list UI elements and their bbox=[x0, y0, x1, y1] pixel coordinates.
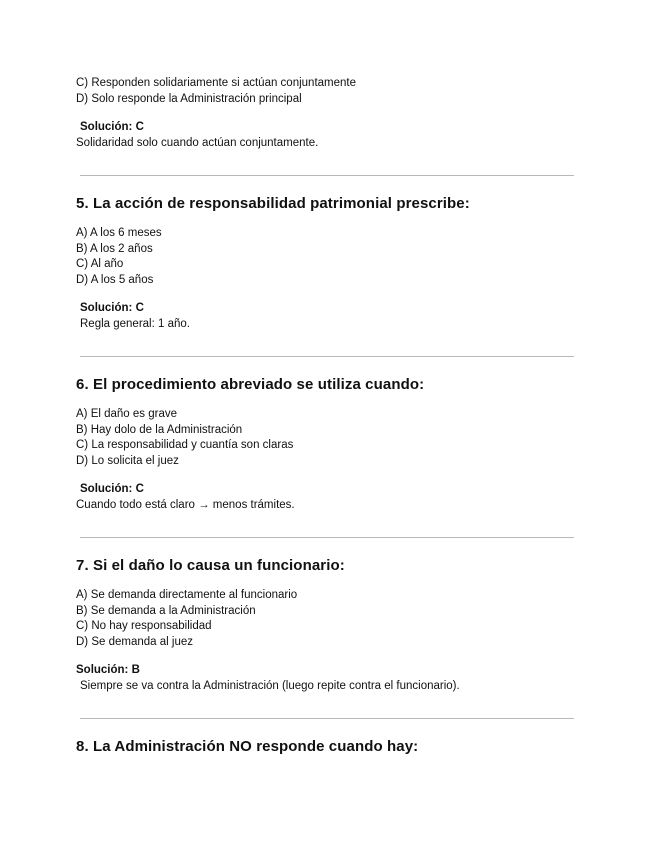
option-c: C) Responden solidariamente si actúan conjuntamente bbox=[76, 77, 356, 89]
solution-label: Solución: C bbox=[80, 302, 144, 314]
option-b: B) Hay dolo de la Administración bbox=[76, 424, 243, 436]
option-d: D) A los 5 años bbox=[76, 274, 154, 286]
question-title: 8. La Administración NO responde cuando hay: bbox=[76, 738, 419, 755]
option-b: B) A los 2 años bbox=[76, 243, 153, 255]
solution-label: Solución: C bbox=[80, 121, 144, 133]
divider bbox=[80, 718, 574, 719]
option-c: C) No hay responsabilidad bbox=[76, 620, 212, 632]
solution-explanation: Siempre se va contra la Administración (luego repite contra el funcionario). bbox=[80, 680, 460, 692]
option-d: D) Solo responde la Administración principal bbox=[76, 93, 302, 105]
divider bbox=[80, 175, 574, 176]
solution-label: Solución: C bbox=[80, 483, 144, 495]
option-a: A) A los 6 meses bbox=[76, 227, 162, 239]
option-c: C) Al año bbox=[76, 258, 124, 270]
solution-explanation: Regla general: 1 año. bbox=[80, 318, 190, 330]
question-title: 6. El procedimiento abreviado se utiliza cuando: bbox=[76, 376, 425, 393]
question-title: 7. Si el daño lo causa un funcionario: bbox=[76, 557, 345, 574]
option-d: D) Se demanda al juez bbox=[76, 636, 193, 648]
question-title: 5. La acción de responsabilidad patrimonial prescribe: bbox=[76, 195, 470, 212]
solution-explanation: Solidaridad solo cuando actúan conjuntamente. bbox=[76, 137, 319, 149]
option-a: A) Se demanda directamente al funcionario bbox=[76, 589, 298, 601]
divider bbox=[80, 537, 574, 538]
option-d: D) Lo solicita el juez bbox=[76, 455, 179, 467]
solution-label: Solución: B bbox=[76, 664, 140, 676]
solution-explanation: Cuando todo está claro → menos trámites. bbox=[76, 499, 295, 511]
option-a: A) El daño es grave bbox=[76, 408, 178, 420]
option-b: B) Se demanda a la Administración bbox=[76, 605, 256, 617]
option-c: C) La responsabilidad y cuantía son claras bbox=[76, 439, 294, 451]
divider bbox=[80, 356, 574, 357]
